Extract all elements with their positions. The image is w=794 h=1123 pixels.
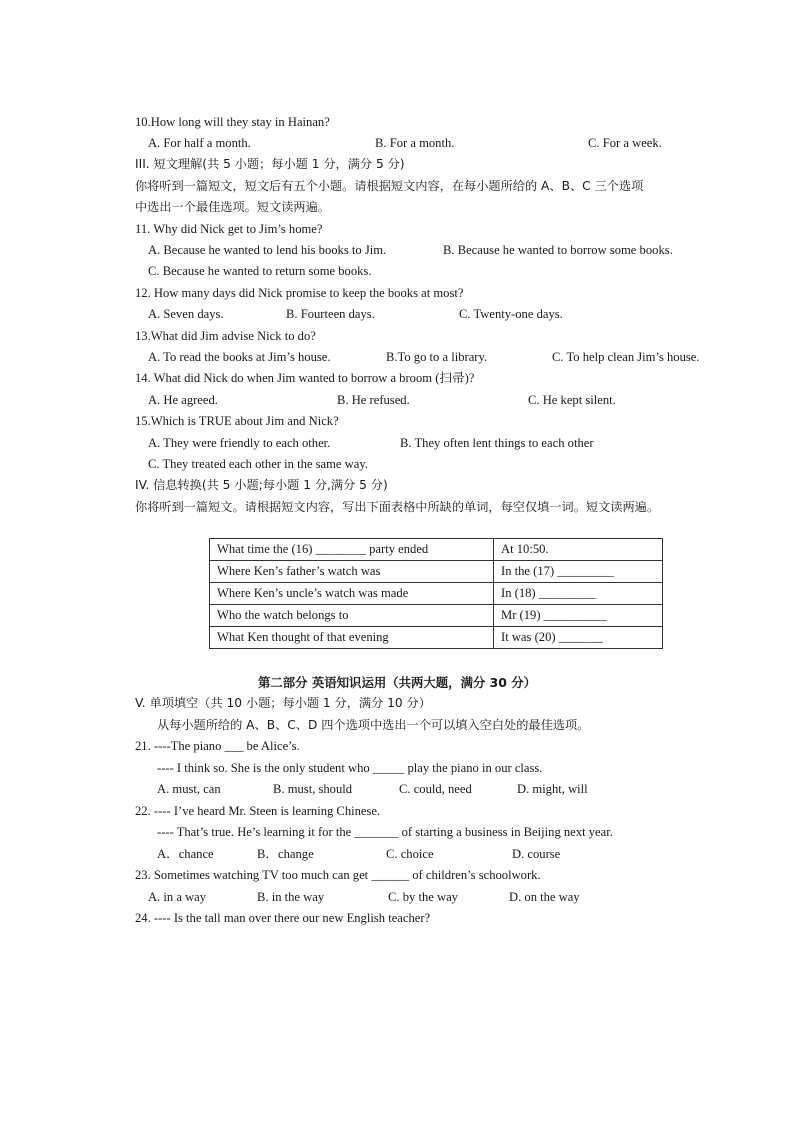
section4-instruction: 你将听到一篇短文。请根据短文内容，写出下面表格中所缺的单词，每空仅填一词。短文读两遍。 (135, 500, 660, 514)
q10-option-a: A. For half a month. (148, 136, 251, 150)
q10-stem: 10.How long will they stay in Hainan? (135, 115, 330, 129)
q23-option-c: C. by the way (388, 890, 458, 904)
q11-stem: 11. Why did Nick get to Jim’s home? (135, 222, 323, 236)
table-cell: Where Ken’s uncle’s watch was made (210, 583, 494, 605)
table-row (210, 539, 663, 561)
q23-stem: 23. Sometimes watching TV too much can get ______ of children’s schoolwork. (135, 868, 541, 882)
q13-stem: 13.What did Jim advise Nick to do? (135, 329, 316, 343)
section3-instruction-2: 中选出一个最佳选项。短文读两遍。 (135, 200, 330, 214)
q14-option-b: B. He refused. (337, 393, 410, 407)
table-cell: In the (17) _________ (494, 561, 663, 583)
q21-line-1: 21. ----The piano ___ be Alice’s. (135, 739, 300, 753)
q13-option-b: B.To go to a library. (386, 350, 488, 364)
q14-option-c: C. He kept silent. (528, 393, 616, 407)
q22-option-b: B．change (257, 847, 314, 861)
table-cell: Where Ken’s father’s watch was (210, 561, 494, 583)
q22-line-2: ---- That’s true. He’s learning it for the _______ of starting a business in Beijing next year. (157, 825, 613, 839)
q12-option-a: A. Seven days. (148, 307, 224, 321)
table-cell: At 10:50. (494, 539, 663, 561)
q13-option-c: C. To help clean Jim’s house. (552, 350, 700, 364)
q14-option-a: A. He agreed. (148, 393, 218, 407)
q22-option-a: A．chance (157, 847, 214, 861)
section3-instruction-1: 你将听到一篇短文，短文后有五个小题。请根据短文内容，在每小题所给的 A、B、C 三个选项 (135, 179, 644, 193)
q14-stem: 14. What did Nick do when Jim wanted to borrow a broom (扫帚)? (135, 371, 475, 385)
q21-option-c: C. could, need (399, 782, 472, 796)
info-table (209, 538, 663, 649)
table-row (210, 583, 663, 605)
q24-stem: 24. ---- Is the tall man over there our new English teacher? (135, 911, 431, 925)
q11-option-c: C. Because he wanted to return some books. (148, 264, 372, 278)
table-cell: Who the watch belongs to (210, 605, 494, 627)
table-row (210, 627, 663, 649)
part2-title: 第二部分 英语知识运用（共两大题，满分 30 分） (258, 675, 536, 690)
table-row (210, 561, 663, 583)
q21-line-2: ---- I think so. She is the only student who _____ play the piano in our class. (157, 761, 543, 775)
q11-option-b: B. Because he wanted to borrow some books. (443, 243, 673, 257)
q23-option-a: A. in a way (148, 890, 207, 904)
q23-option-d: D. on the way (509, 890, 580, 904)
q22-line-1: 22. ---- I’ve heard Mr. Steen is learning Chinese. (135, 804, 381, 818)
q21-option-a: A. must, can (157, 782, 221, 796)
q12-option-c: C. Twenty-one days. (459, 307, 563, 321)
q15-option-a: A. They were friendly to each other. (148, 436, 331, 450)
table-cell: What time the (16) ________ party ended (210, 539, 494, 561)
table-cell: In (18) _________ (494, 583, 663, 605)
q10-option-b: B. For a month. (375, 136, 455, 150)
q22-option-d: D. course (512, 847, 561, 861)
q21-option-b: B. must, should (273, 782, 353, 796)
table-row (210, 605, 663, 627)
q15-stem: 15.Which is TRUE about Jim and Nick? (135, 414, 339, 428)
q12-option-b: B. Fourteen days. (286, 307, 375, 321)
q10-option-c: C. For a week. (588, 136, 662, 150)
section3-heading: III. 短文理解(共 5 小题；每小题 1 分，满分 5 分) (135, 157, 405, 171)
table-cell: What Ken thought of that evening (210, 627, 494, 649)
section5-heading: V. 单项填空（共 10 小题；每小题 1 分，满分 10 分） (135, 696, 431, 710)
q23-option-b: B. in the way (257, 890, 325, 904)
q15-option-c: C. They treated each other in the same way. (148, 457, 368, 471)
q12-stem: 12. How many days did Nick promise to keep the books at most? (135, 286, 464, 300)
q11-option-a: A. Because he wanted to lend his books to Jim. (148, 243, 387, 257)
table-cell: Mr (19) __________ (494, 605, 663, 627)
section5-instruction: 从每小题所给的 A、B、C、D 四个选项中选出一个可以填入空白处的最佳选项。 (157, 718, 590, 732)
q15-option-b: B. They often lent things to each other (400, 436, 594, 450)
section4-heading: IV. 信息转换(共 5 小题;每小题 1 分,满分 5 分) (135, 478, 388, 492)
q13-option-a: A. To read the books at Jim’s house. (148, 350, 331, 364)
table-cell: It was (20) _______ (494, 627, 663, 649)
q21-option-d: D. might, will (517, 782, 588, 796)
q22-option-c: C. choice (386, 847, 434, 861)
